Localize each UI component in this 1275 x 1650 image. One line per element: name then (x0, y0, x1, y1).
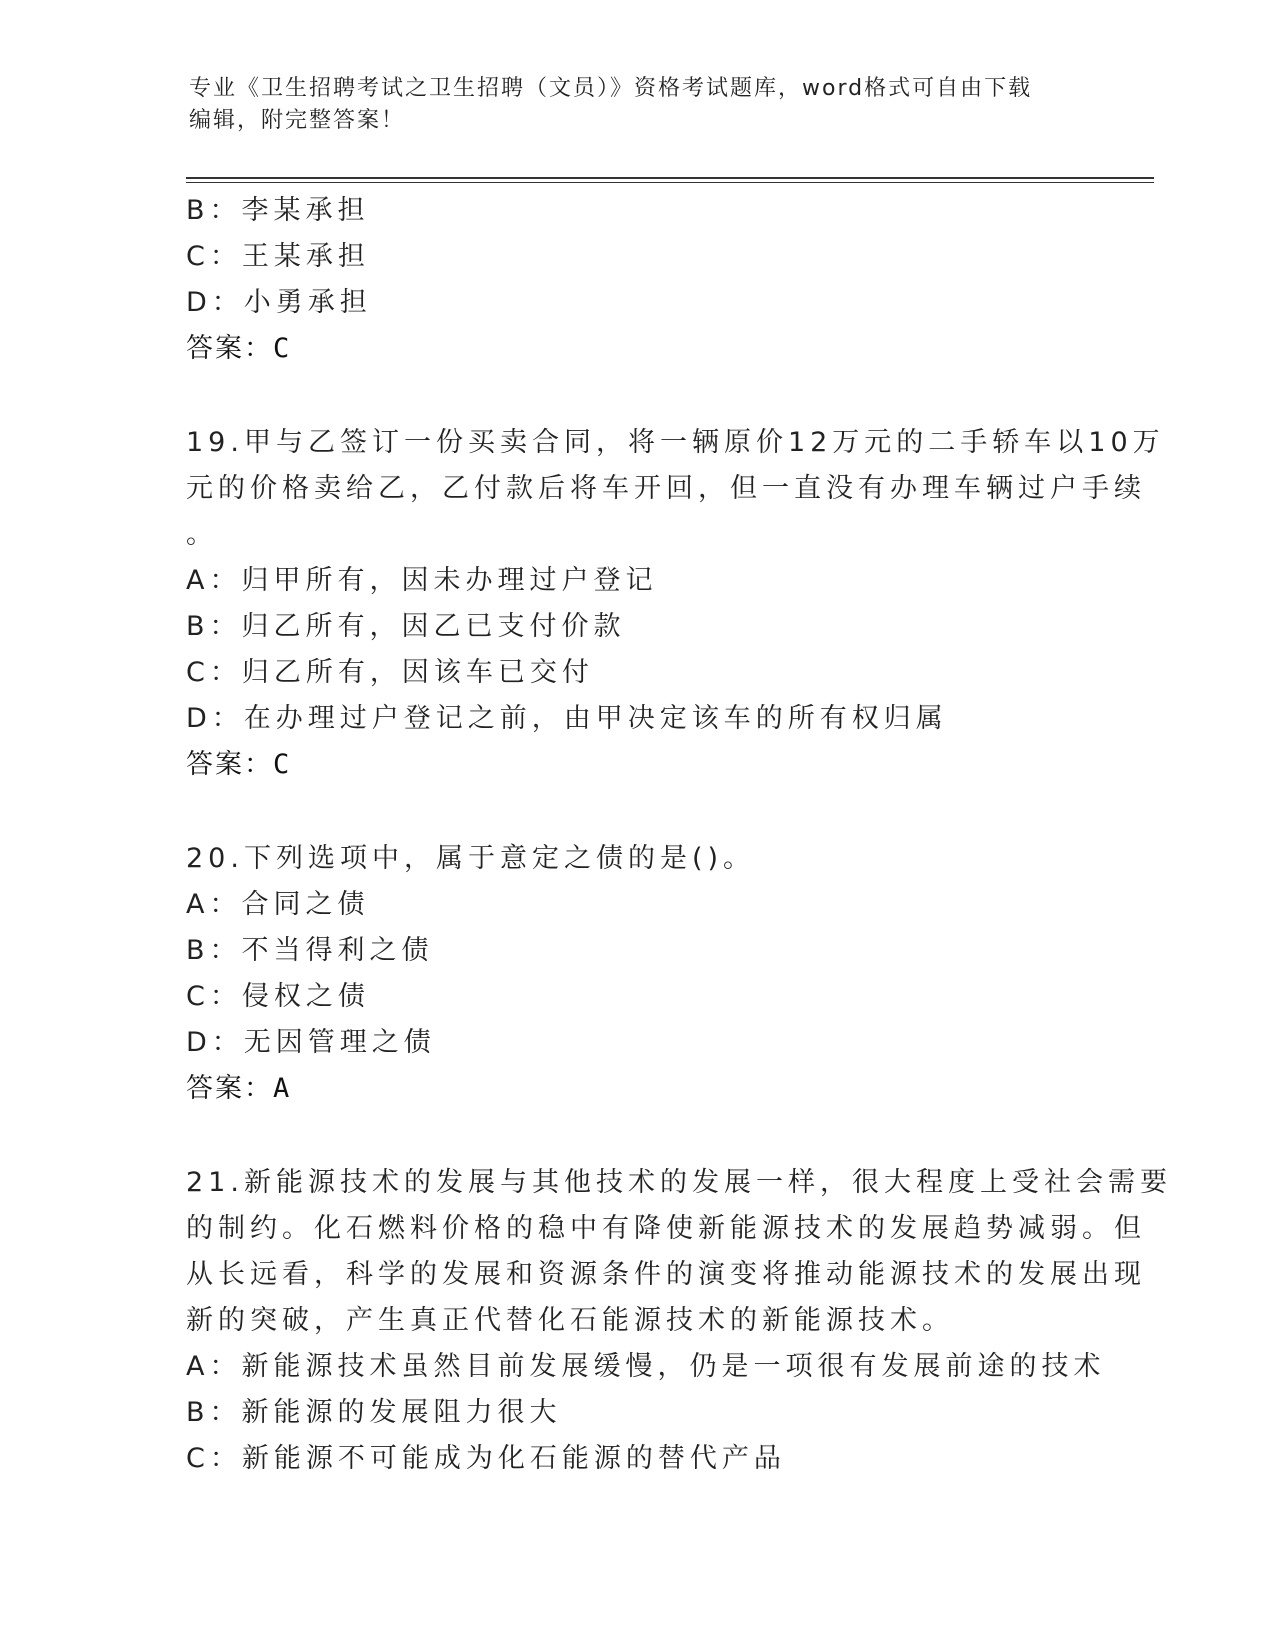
option-b: B：新能源的发展阻力很大 (186, 1397, 562, 1428)
question-stem-line: 。 (186, 519, 218, 550)
option-a: A：合同之债 (186, 889, 370, 920)
option-c: C：侵权之债 (186, 981, 370, 1012)
answer-line: 答案：A (186, 1073, 292, 1104)
question-stem-line: 从长远看，科学的发展和资源条件的演变将推动能源技术的发展出现 (186, 1259, 1146, 1290)
partial-question (186, 188, 1086, 372)
option-b: B：归乙所有，因乙已支付价款 (186, 611, 626, 642)
answer-line: 答案：C (186, 749, 292, 780)
header-line-2: 编辑，附完整答案！ (189, 108, 406, 133)
option-c: C：王某承担 (186, 241, 370, 272)
answer-line: 答案：C (186, 333, 292, 364)
question-stem-line: 19.甲与乙签订一份买卖合同，将一辆原价12万元的二手轿车以10万 (186, 427, 1165, 458)
question-stem-line: 元的价格卖给乙，乙付款后将车开回，但一直没有办理车辆过户手续 (186, 473, 1146, 504)
header-line-1: 专业《卫生招聘考试之卫生招聘（文员）》资格考试题库，word格式可自由下载 (189, 76, 1033, 101)
document-header (189, 73, 1089, 137)
question-stem-line: 21.新能源技术的发展与其他技术的发展一样，很大程度上受社会需要 (186, 1167, 1172, 1198)
header-divider-thin (186, 182, 1154, 183)
question-20 (186, 836, 1086, 1112)
option-a: A：归甲所有，因未办理过户登记 (186, 565, 658, 596)
option-b: B：不当得利之债 (186, 935, 434, 966)
question-19 (186, 420, 1165, 788)
option-d: D：在办理过户登记之前，由甲决定该车的所有权归属 (186, 703, 948, 734)
option-d: D：无因管理之债 (186, 1027, 436, 1058)
header-divider-thick (186, 177, 1154, 179)
option-d: D：小勇承担 (186, 287, 372, 318)
question-21 (186, 1160, 1172, 1482)
document-body (186, 188, 1172, 1482)
question-stem-line: 新的突破，产生真正代替化石能源技术的新能源技术。 (186, 1305, 954, 1336)
option-c: C：归乙所有，因该车已交付 (186, 657, 594, 688)
question-stem-line: 20.下列选项中，属于意定之债的是()。 (186, 843, 756, 874)
option-a: A：新能源技术虽然目前发展缓慢，仍是一项很有发展前途的技术 (186, 1351, 1106, 1382)
option-c: C：新能源不可能成为化石能源的替代产品 (186, 1443, 786, 1474)
option-b: B：李某承担 (186, 195, 370, 226)
question-stem-line: 的制约。化石燃料价格的稳中有降使新能源技术的发展趋势减弱。但 (186, 1213, 1146, 1244)
